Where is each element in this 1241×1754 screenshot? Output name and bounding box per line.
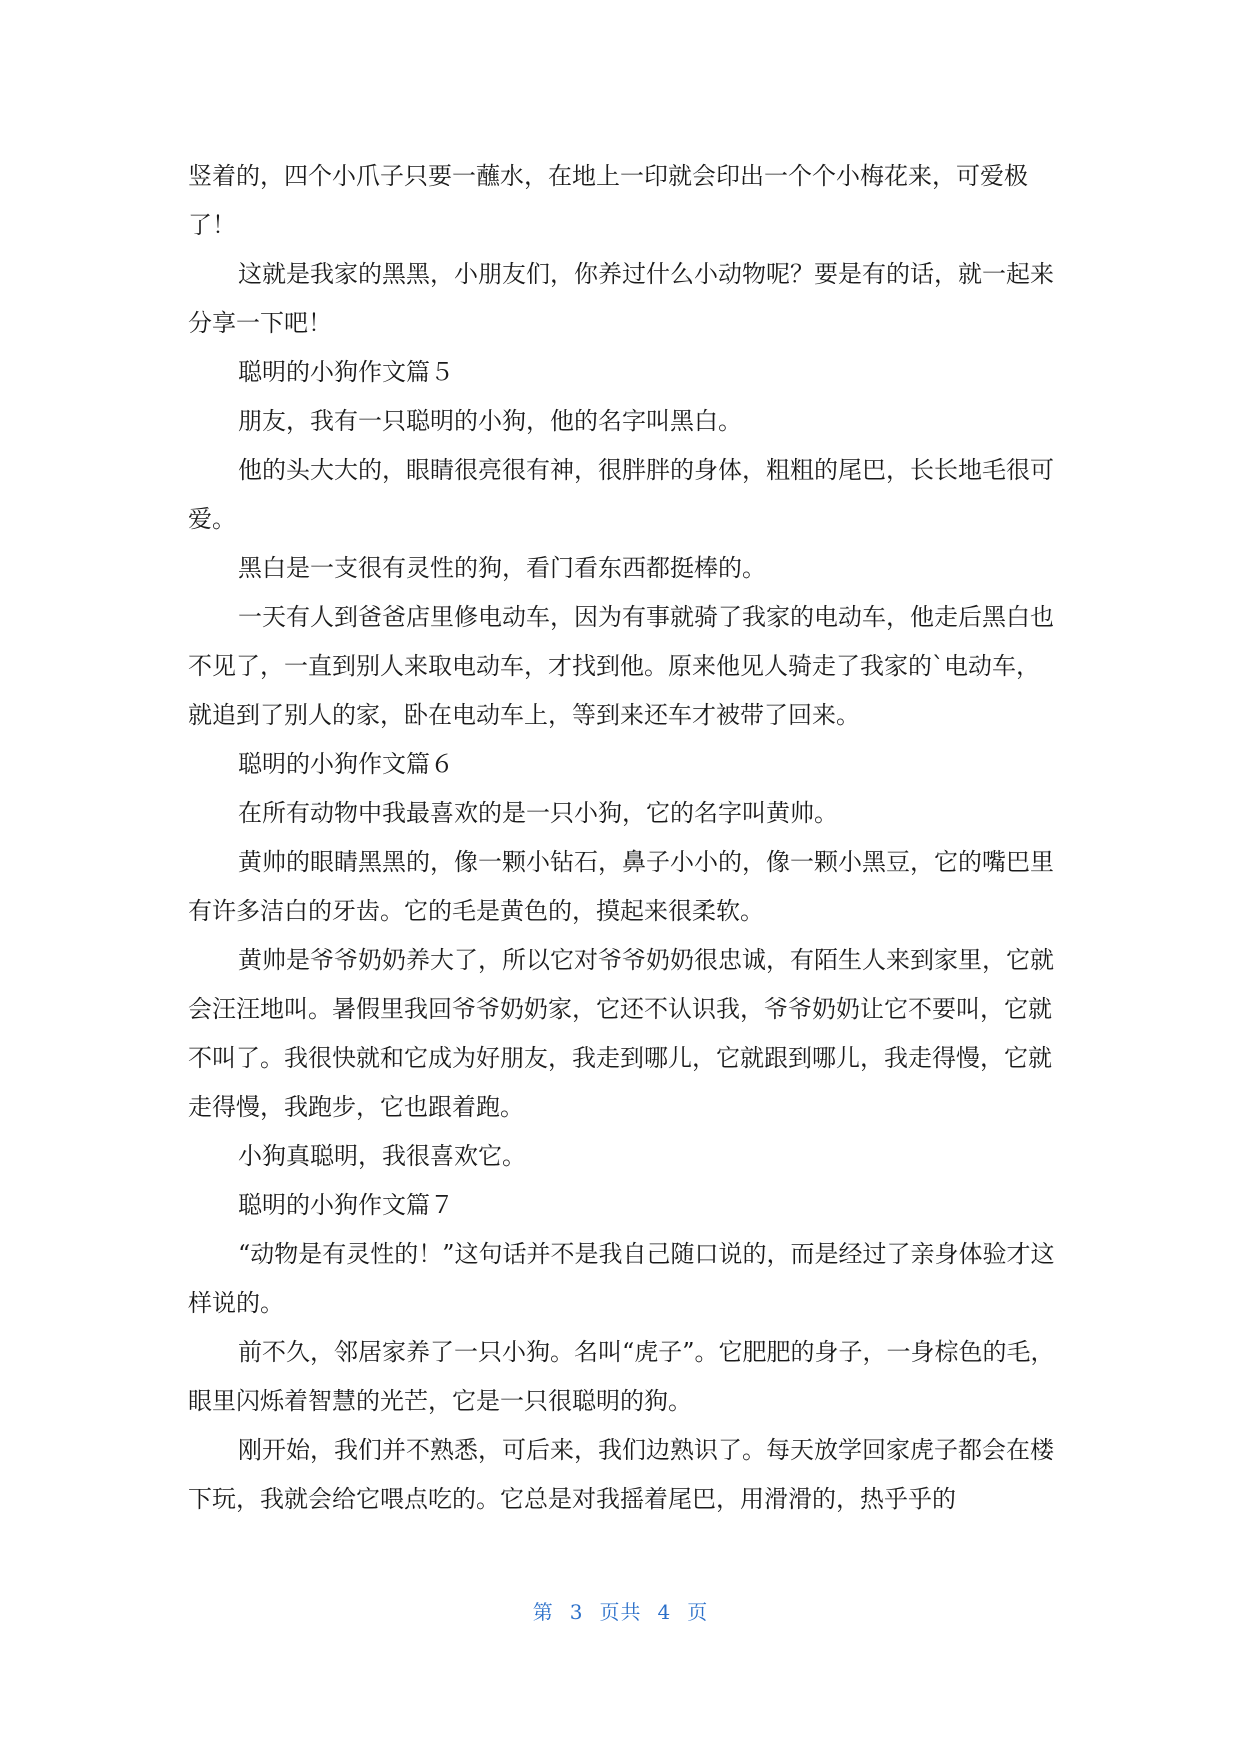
paragraph: 聪明的小狗作文篇７ bbox=[238, 1191, 454, 1219]
paragraph: 在所有动物中我最喜欢的是一只小狗，它的名字叫黄帅。 bbox=[238, 799, 838, 827]
footer-prefix: 第 bbox=[532, 1600, 554, 1624]
page-footer bbox=[0, 1596, 1241, 1625]
paragraph: 小狗真聪明，我很喜欢它。 bbox=[238, 1142, 526, 1170]
footer-middle: 页共 bbox=[599, 1600, 642, 1624]
footer-suffix: 页 bbox=[687, 1600, 709, 1624]
paragraph: 竖着的，四个小爪子只要一蘸水，在地上一印就会印出一个个小梅花来，可爱极了！ bbox=[188, 162, 1028, 239]
footer-current-page: 3 bbox=[569, 1600, 584, 1624]
paragraph: 聪明的小狗作文篇６ bbox=[238, 750, 454, 778]
paragraph: 黄帅是爷爷奶奶养大了，所以它对爷爷奶奶很忠诚，有陌生人来到家里，它就会汪汪地叫。暑假里我回爷爷奶奶家，它还不认识我，爷爷奶奶让它不要叫，它就不叫了。我很快就和它成为好朋友，我走到哪儿，它就跟到哪儿，我走得慢，它就走得慢，我跑步，它也跟着跑。 bbox=[188, 946, 1054, 1121]
paragraph: 这就是我家的黑黑，小朋友们，你养过什么小动物呢？要是有的话，就一起来分享一下吧！ bbox=[188, 260, 1054, 337]
paragraph: 黑白是一支很有灵性的狗，看门看东西都挺棒的。 bbox=[238, 554, 766, 582]
footer-total-pages: 4 bbox=[657, 1600, 672, 1624]
document-body bbox=[188, 152, 1056, 1524]
paragraph: “动物是有灵性的！”这句话并不是我自己随口说的，而是经过了亲身体验才这样说的。 bbox=[188, 1240, 1055, 1317]
paragraph: 聪明的小狗作文篇５ bbox=[238, 358, 454, 386]
paragraph: 一天有人到爸爸店里修电动车，因为有事就骑了我家的电动车，他走后黑白也不见了，一直到别人来取电动车，才找到他。原来他见人骑走了我家的`电动车，就追到了别人的家，卧在电动车上，等到来还车才被带了回来。 bbox=[188, 603, 1054, 729]
paragraph: 黄帅的眼睛黑黑的，像一颗小钻石，鼻子小小的，像一颗小黑豆，它的嘴巴里有许多洁白的牙齿。它的毛是黄色的，摸起来很柔软。 bbox=[188, 848, 1054, 925]
paragraph: 朋友，我有一只聪明的小狗，他的名字叫黑白。 bbox=[238, 407, 742, 435]
paragraph: 前不久，邻居家养了一只小狗。名叫“虎子”。它肥肥的身子，一身棕色的毛，眼里闪烁着智慧的光芒，它是一只很聪明的狗。 bbox=[188, 1338, 1055, 1415]
paragraph: 刚开始，我们并不熟悉，可后来，我们边熟识了。每天放学回家虎子都会在楼下玩，我就会给它喂点吃的。它总是对我摇着尾巴，用滑滑的，热乎乎的 bbox=[188, 1436, 1054, 1513]
paragraph: 他的头大大的，眼睛很亮很有神，很胖胖的身体，粗粗的尾巴，长长地毛很可爱。 bbox=[188, 456, 1054, 533]
